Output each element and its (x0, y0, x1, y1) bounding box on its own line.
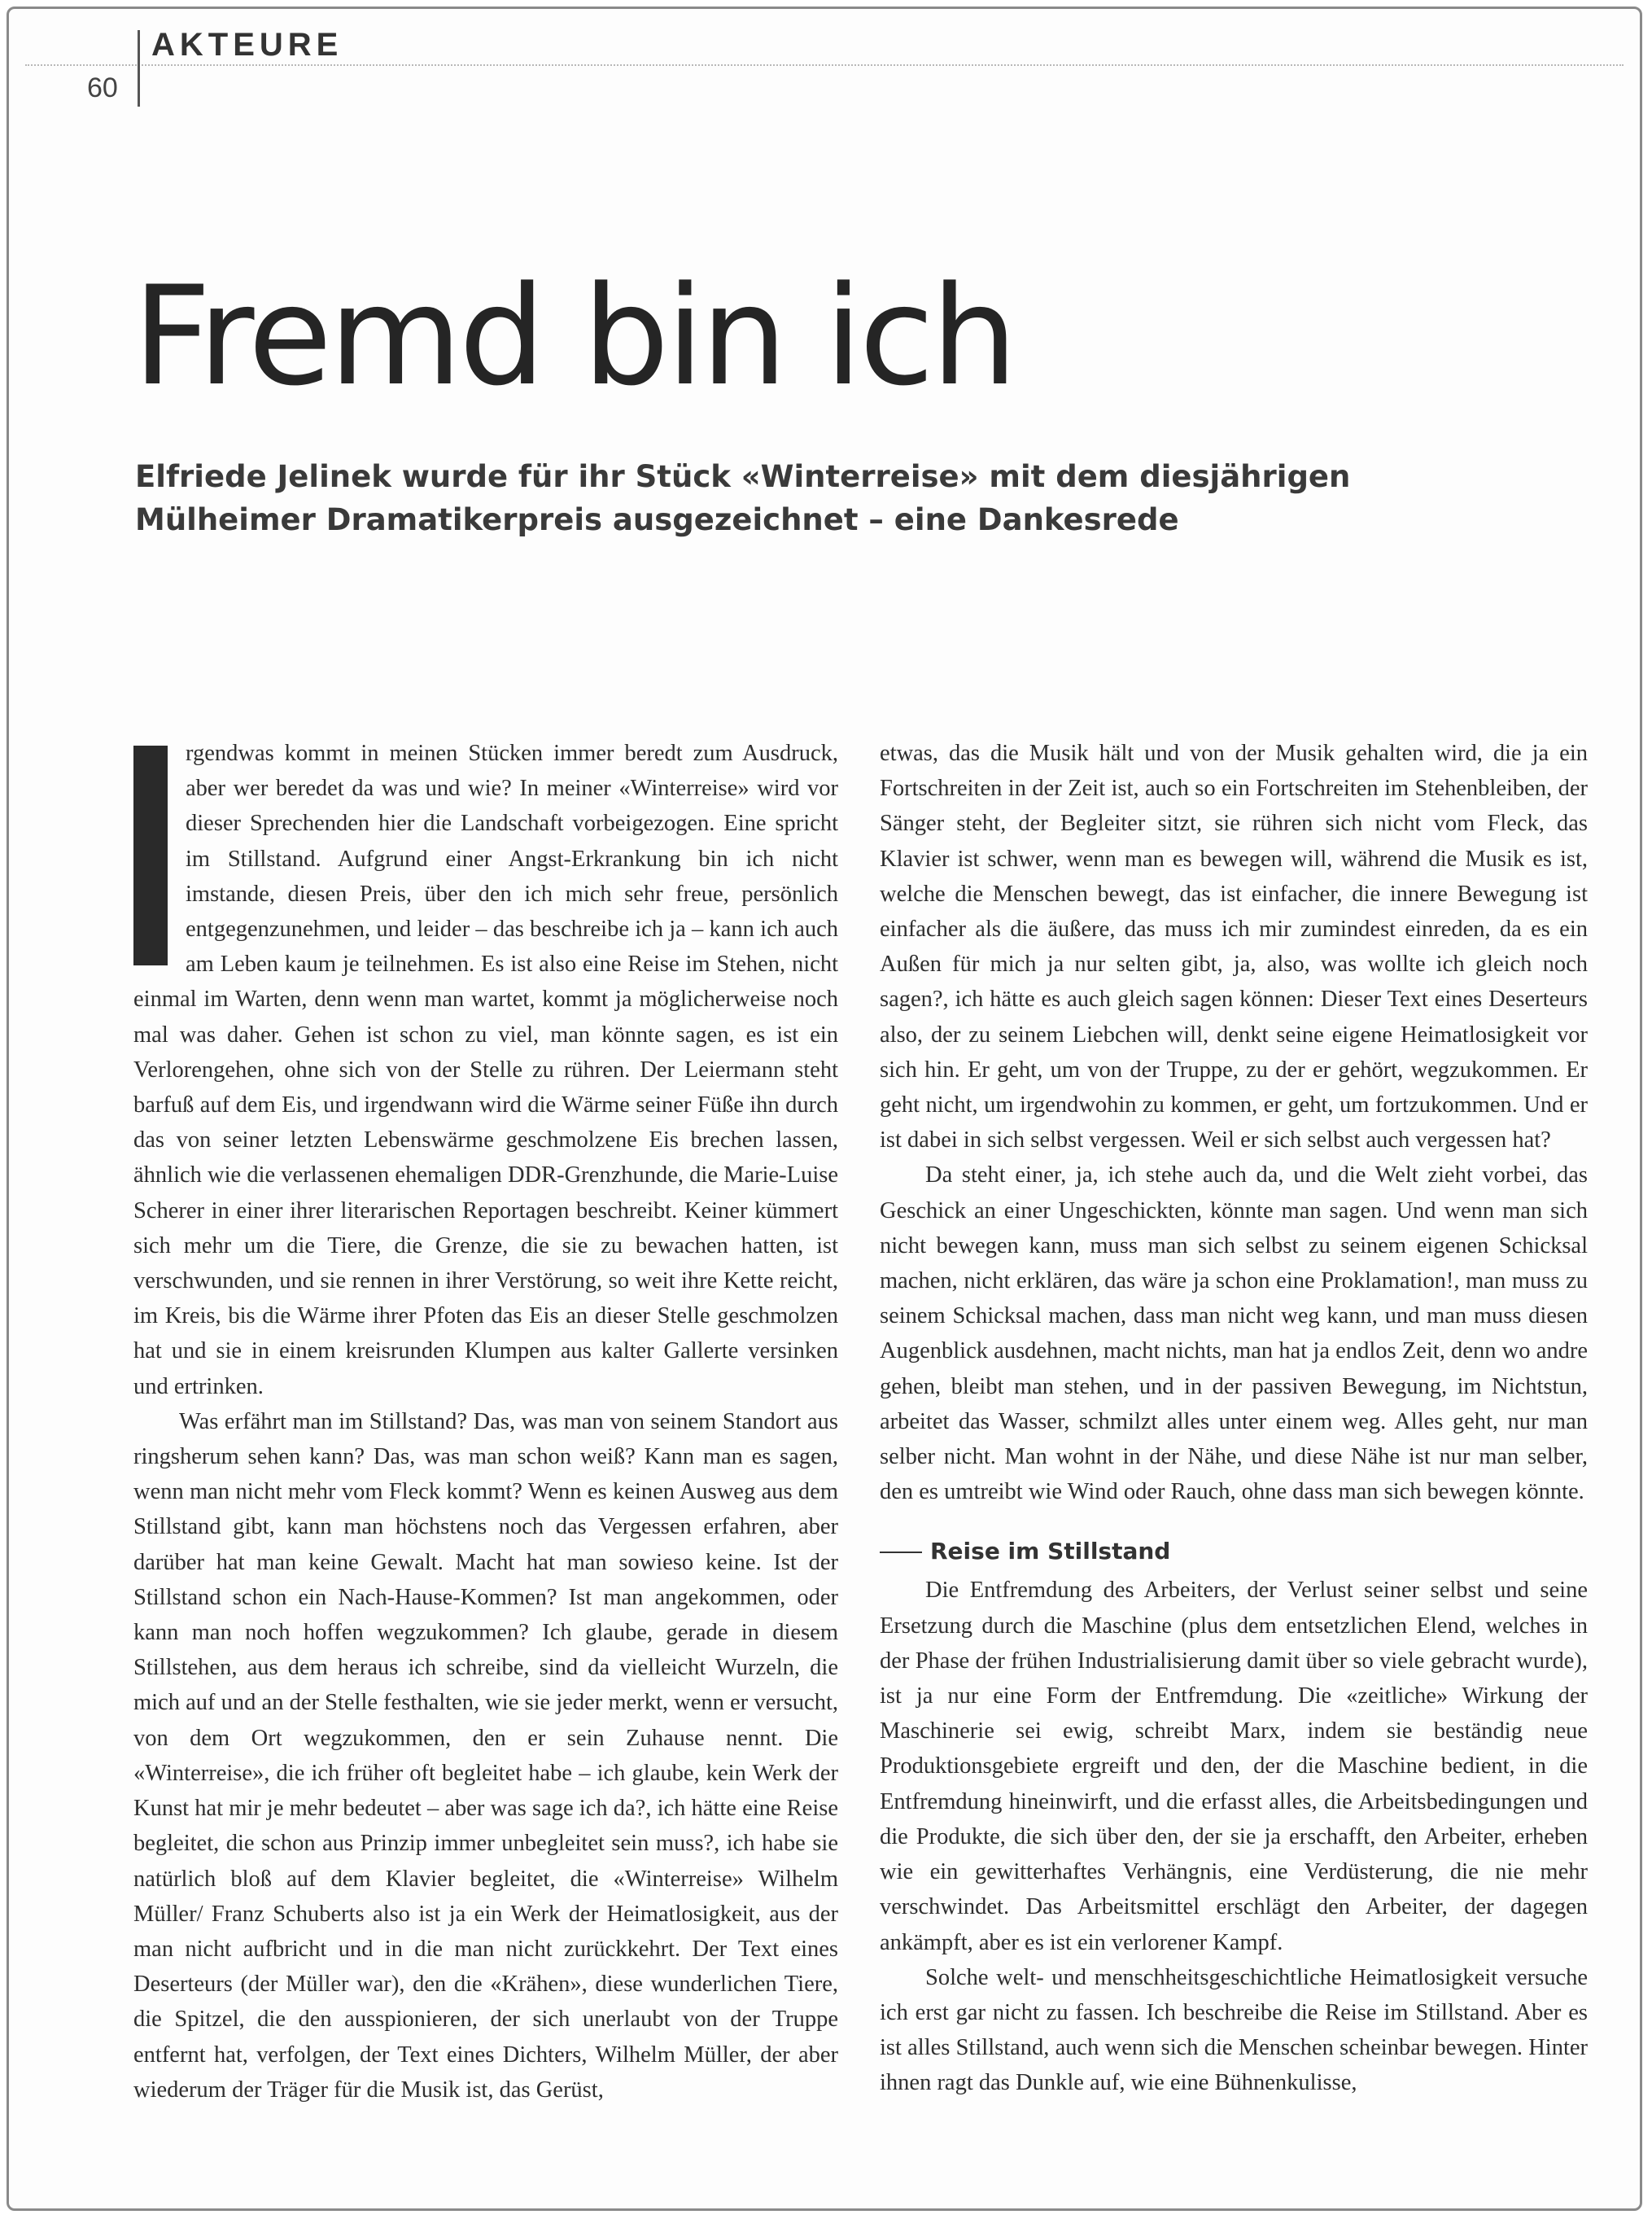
header-divider (138, 30, 140, 107)
paragraph: Da steht einer, ja, ich stehe auch da, und die Welt zieht vorbei, das Geschick an einer Ungeschickten, könnte man sagen. Und wenn man sich nicht bewegen kann, muss man sich selbst zu seinem eigenen Schicksal machen, nicht erklären, das wäre ja schon eine Proklamation!, man muss zu seinem Schicksal machen, dass man nicht weg kann, und man muss diesen Augenblick ausdehnen, macht nichts, man hat ja endlos Zeit, denn wo andre gehen, bleibt man stehen, und in der passiven Bewegung, im Nichtstun, arbeitet das Wasser, schmilzt alles unter einem weg. Alles geht, nur man selber nicht. Man wohnt in der Nähe, und diese Nähe ist nur man selber, den es umtreibt wie Wind oder Rauch, ohne dass man sich bewegen könnte. (880, 1162, 1588, 1505)
article-subtitle: Elfriede Jelinek wurde für ihr Stück «Winterreise» mit dem diesjährigen Mülheimer Dramatikerpreis ausgezeichnet – eine Dankesrede (135, 459, 1351, 537)
drop-cap-letter-i (133, 746, 168, 965)
header-dotted-rule (25, 64, 1624, 66)
left-column (133, 736, 838, 2107)
paragraph: rgendwas kommt in meinen Stücken immer beredt zum Ausdruck, aber wer beredet da was und wie? In meiner «Winterreise» wird vor dieser Sprechenden hier die Landschaft vorbeigezogen. Eine spricht im Stillstand. Aufgrund einer Angst-Erkrankung bin ich nicht imstande, diesen Preis, über den ich mich sehr freue, persönlich entgegenzunehmen, und leider – das beschreibe ich ja – kann ich auch am Leben kaum je teilnehmen. Es ist also eine Reise im Stehen, nicht einmal im Warten, denn wenn man wartet, kommt ja möglicherweise noch mal was daher. Gehen ist schon zu viel, man könnte sagen, es ist ein Verlorengehen, ohne sich von der Stelle zu rühren. Der Leiermann steht barfuß auf dem Eis, und irgendwann wird die Wärme seiner Füße ihn durch das von seiner letzten Lebenswärme geschmolzene Eis brechen lassen, ähnlich wie die verlassenen ehemaligen DDR-Grenzhunde, die Marie-Luise Scherer in einer ihrer literarischen Reportagen beschreibt. Keiner kümmert sich mehr um die Tiere, die Grenze, die sie zu bewachen hatten, ist verschwunden, und sie rennen in ihrer Verstörung, so weit ihre Kette reicht, im Kreis, bis die Wärme ihrer Pfoten das Eis an dieser Stelle geschmolzen hat und sie in einem kreisrunden Klumpen aus kalter Gallerte versinken und ertrinken. (133, 741, 838, 1399)
section-subheading (880, 1534, 1588, 1569)
right-column (880, 736, 1588, 2101)
article-title: Fremd bin ich (133, 256, 1015, 416)
paragraph: Was erfährt man im Stillstand? Das, was man von seinem Standort aus ringsherum sehen kann? Das, was man schon weiß? Kann man es sagen, wenn man nicht mehr vom Fleck kommt? Wenn es keinen Ausweg aus dem Stillstand gibt, kann man höchstens noch das Vergessen erfahren, aber darüber hat man keine Gewalt. Macht hat man sowieso keine. Ist der Stillstand schon ein Nach-Hause-Kommen? Ist man angekommen, oder kann man noch hoffen wegzukommen? Ich glaube, gerade in diesem Stillstehen, aus dem heraus ich schreibe, sind da vielleicht Wurzeln, die mich auf und an der Stelle festhalten, wie sie jeder merkt, wenn er versucht, von dem Ort wegzukommen, den er sein Zuhause nennt. Die «Winterreise», die ich früher oft begleitet habe – ich glaube, kein Werk der Kunst hat mir je mehr bedeutet – aber was sage ich da?, ich hätte eine Reise begleitet, die schon aus Prinzip immer unbegleitet sein muss?, ich habe sie natürlich bloß auf dem Klavier begleitet, die «Winterreise» Wilhelm Müller/ Franz Schuberts also ist ja ein Werk der Heimatlosigkeit, aus der man nicht aufbricht und in die man nicht zurückkehrt. Der Text eines Deserteurs (der Müller war), den die «Krähen», diese wunderlichen Tiere, die Spitzel, die den ausspionieren, der sich unerlaubt von der Truppe entfernt hat, verfolgen, der Text eines Dichters, Wilhelm Müller, der aber wiederum der Träger für die Musik ist, das Gerüst, (133, 1408, 838, 2103)
paragraph: etwas, das die Musik hält und von der Musik gehalten wird, die ja ein Fortschreiten in der Zeit ist, auch so ein Fortschreiten im Stehenbleiben, der Sänger steht, der Begleiter sitzt, sie rühren sich nicht vom Fleck, das Klavier ist schwer, wenn man es bewegen will, während die Musik es ist, welche die Menschen bewegt, das ist einfacher, die innere Bewegung ist einfacher als die äußere, das muss ich mir zumindest einreden, da es ein Außen für mich ja nur selten gibt, ja, also, was wollte ich gleich noch sagen?, ich hätte es auch gleich sagen können: Dieser Text eines Deserteurs also, der zu seinem Liebchen will, denkt seine eigene Heimatlosigkeit vor sich hin. Er geht, um von der Truppe, zu der er gehört, wegzukommen. Er geht nicht, um irgendwohin zu kommen, er geht, um fortzukommen. Und er ist dabei in sich selbst vergessen. Weil er sich selbst auch vergessen hat? (880, 741, 1588, 1153)
paragraph: Die Entfremdung des Arbeiters, der Verlust seiner selbst und seine Ersetzung durch die Maschine (plus dem entsetzlichen Elend, welches in der Phase der frühen Industrialisierung damit über so viele gebracht wurde), ist ja nur eine Form der Entfremdung. Die «zeitliche» Wirkung der Maschinerie sei ewig, schreibt Marx, indem sie beständig neue Produktionsgebiete ergreift und den, der die Maschine bedient, in die Entfremdung hineinwirft, und die erfasst alles, die Arbeitsbedingungen und die Produkte, die sich über den, der sie ja erschafft, den Arbeiter, erheben wie ein gewitterhaftes Verhängnis, eine Verdüsterung, die nie mehr verschwindet. Das Arbeitsmittel erschlägt den Arbeiter, der dagegen ankämpft, aber es ist ein verlorener Kampf. (880, 1578, 1588, 1955)
subheading-text: Reise im Stillstand (930, 1538, 1171, 1565)
page-number: 60 (87, 72, 118, 103)
section-label: AKTEURE (151, 27, 343, 63)
scanned-page (7, 7, 1642, 2211)
paragraph: Solche welt- und menschheitsgeschichtliche Heimatlosigkeit versuche ich erst gar nicht zu fassen. Ich beschreibe die Reise im Stillstand. Aber es ist alles Stillstand, auch wenn sich die Menschen scheinbar bewegen. Hinter ihnen ragt das Dunkle auf, wie eine Bühnenkulisse, (880, 1964, 1588, 2096)
subheading-rule (880, 1552, 922, 1553)
